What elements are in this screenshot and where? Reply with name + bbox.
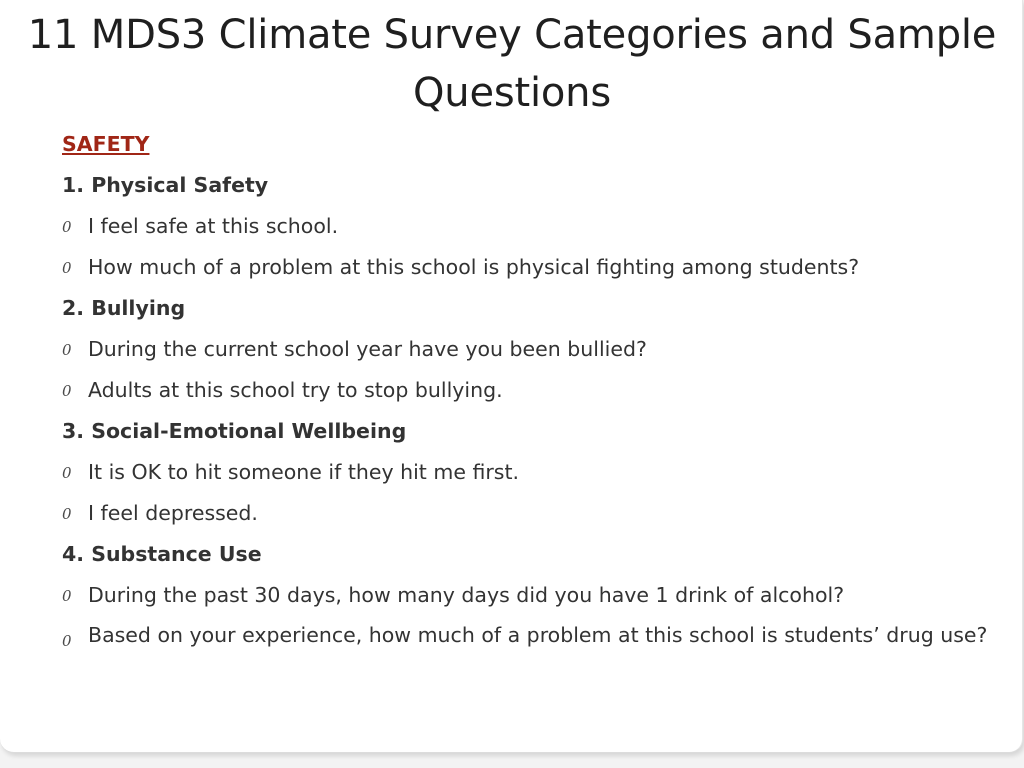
question-text: I feel depressed. <box>88 501 258 525</box>
slide-content <box>62 132 992 669</box>
category-heading-physical-safety: 1. Physical Safety <box>62 173 269 197</box>
bullet-icon: 0 <box>62 505 72 523</box>
question-text: During the current school year have you been bullied? <box>88 337 647 361</box>
question-text: I feel safe at this school. <box>88 214 339 238</box>
bullet-icon: 0 <box>62 382 72 400</box>
list-item <box>62 255 992 279</box>
list-item <box>62 618 992 652</box>
question-text: It is OK to hit someone if they hit me first. <box>88 460 520 484</box>
bullet-icon: 0 <box>62 259 72 277</box>
bullet-icon: 0 <box>62 218 72 236</box>
question-text: Based on your experience, how much of a problem at this school is students’ drug use? <box>88 623 988 647</box>
list-item <box>62 337 992 361</box>
bullet-icon: 0 <box>62 632 72 650</box>
bullet-icon: 0 <box>62 464 72 482</box>
list-item <box>62 501 992 525</box>
section-label-safety: SAFETY <box>62 132 150 156</box>
question-text: How much of a problem at this school is physical fighting among students? <box>88 255 860 279</box>
list-item <box>62 583 992 607</box>
category-heading-substance-use: 4. Substance Use <box>62 542 262 566</box>
category-heading-bullying: 2. Bullying <box>62 296 186 320</box>
bullet-icon: 0 <box>62 587 72 605</box>
slide-title: 11 MDS3 Climate Survey Categories and Sample Questions <box>27 12 997 116</box>
question-text: Adults at this school try to stop bullying. <box>88 378 503 402</box>
list-item <box>62 214 992 238</box>
bullet-icon: 0 <box>62 341 72 359</box>
category-heading-social-emotional: 3. Social-Emotional Wellbeing <box>62 419 407 443</box>
question-text: During the past 30 days, how many days did you have 1 drink of alcohol? <box>88 583 845 607</box>
list-item <box>62 460 992 484</box>
list-item <box>62 378 992 402</box>
